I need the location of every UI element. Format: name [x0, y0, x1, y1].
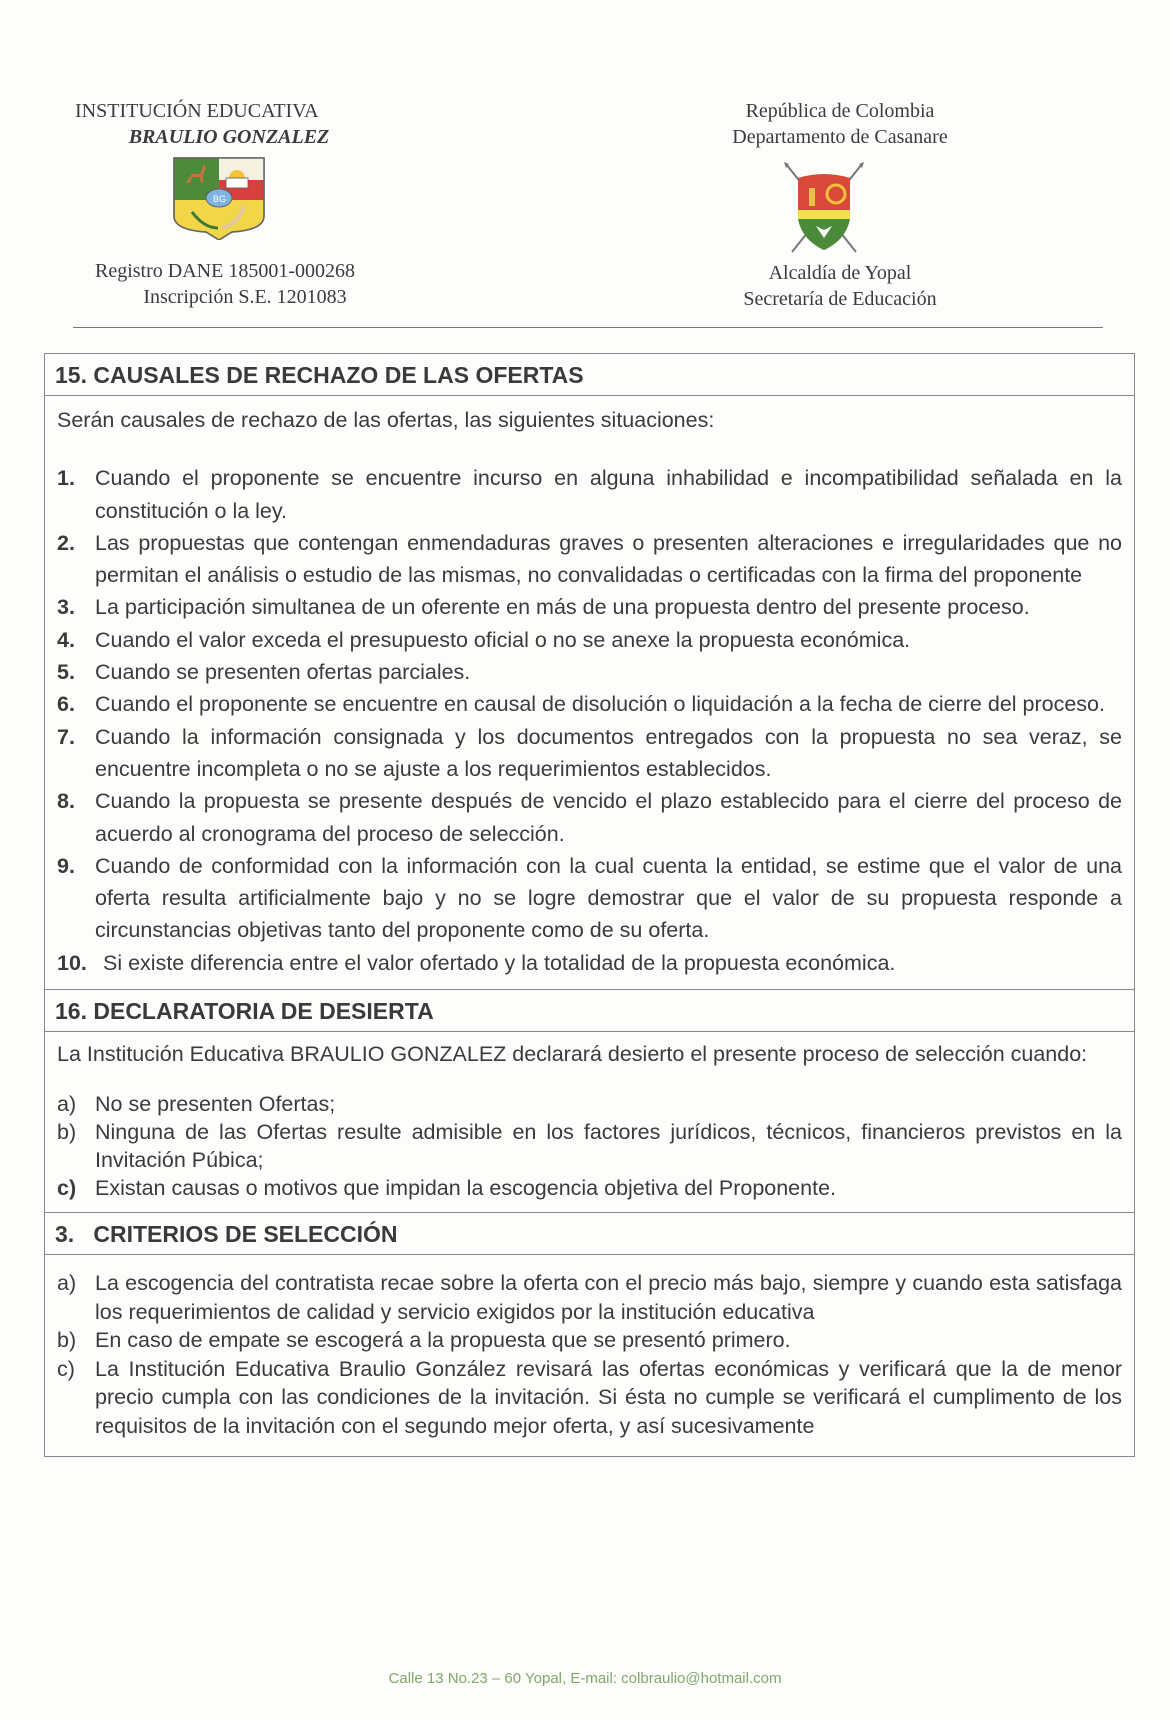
list-item: b) Ninguna de las Ofertas resulte admisible en los factores jurídicos, técnicos, financieros previstos en la Invitación Púbica; — [57, 1120, 1122, 1173]
footer-address: Calle 13 No.23 – 60 Yopal, E-mail: colbraulio@hotmail.com — [388, 1670, 782, 1687]
section-16-intro: La Institución Educativa BRAULIO GONZALEZ declarará desierto el presente proceso de selección cuando: — [57, 1042, 1088, 1067]
section-15-intro: Serán causales de rechazo de las ofertas, las siguientes situaciones: — [57, 408, 715, 432]
list-item: 7. Cuando la información consignada y los documentos entregados con la propuesta no sea veraz, se encuentre incompleta o no se ajuste a los requerimientos establecidos. — [57, 724, 1122, 781]
section-16-title: 16. DECLARATORIA DE DESIERTA — [45, 989, 1134, 1032]
list-item: 8. Cuando la propuesta se presente después de vencido el plazo establecido para el cierre del proceso de acuerdo al cronograma del proceso de selección. — [57, 789, 1122, 846]
section-3-body — [45, 1255, 1134, 1456]
section-16-body — [45, 1032, 1134, 1212]
section-15-body — [45, 396, 1134, 989]
list-item: b) En caso de empate se escogerá a la propuesta que se presentó primero. — [57, 1328, 791, 1353]
list-item: a) No se presenten Ofertas; — [57, 1092, 336, 1117]
section-15-title: 15. CAUSALES DE RECHAZO DE LAS OFERTAS — [45, 354, 1134, 396]
institution-shield-icon — [172, 156, 266, 240]
education-secretariat: Secretaría de Educación — [743, 288, 937, 310]
section-3-title: 3. CRITERIOS DE SELECCIÓN — [45, 1212, 1134, 1255]
list-item: a) La escogencia del contratista recae sobre la oferta con el precio más bajo, siempre y cuando esta satisfaga los requerimientos de calidad y servicio exigidos por la institución educativa — [57, 1271, 1122, 1324]
department-name: Departamento de Casanare — [732, 126, 948, 148]
list-item: 1. Cuando el proponente se encuentre incurso en alguna inhabilidad e incompatibilidad señalada en la constitución o la ley. — [57, 466, 1122, 523]
country-name: República de Colombia — [745, 100, 935, 122]
list-item: c) La Institución Educativa Braulio González revisará las ofertas económicas y verificará que la de menor precio cumpla con las condiciones de la invitación. Si ésta no cumple se verificará el cumplimento de los requisitos de la invitación con el segundo mejor oferta, y así sucesivamente — [57, 1356, 1122, 1438]
institution-type: INSTITUCIÓN EDUCATIVA — [75, 100, 319, 122]
yopal-coat-of-arms-icon — [776, 160, 872, 256]
dane-registration: Registro DANE 185001-000268 — [95, 260, 355, 282]
se-inscription: Inscripción S.E. 1201083 — [143, 286, 347, 308]
list-item: 3. La participación simultanea de un oferente en más de una propuesta dentro del presente proceso. — [57, 595, 1030, 620]
list-item: 6. Cuando el proponente se encuentre en causal de disolución o liquidación a la fecha de cierre del proceso. — [57, 692, 1105, 717]
list-item: 9. Cuando de conformidad con la información con la cual cuenta la entidad, se estime que el valor de una oferta resulta artificialmente bajo y no se logre demostrar que el valor de su propuesta responde a circunstancias objetivas tanto del proponente como de su oferta. — [57, 853, 1122, 943]
institution-name: BRAULIO GONZALEZ — [128, 126, 330, 148]
svg-text:BG: BG — [213, 194, 227, 204]
list-item: 4. Cuando el valor exceda el presupuesto oficial o no se anexe la propuesta económica. — [57, 627, 911, 652]
list-item: 5. Cuando se presenten ofertas parciales. — [57, 660, 471, 685]
municipality-name: Alcaldía de Yopal — [768, 262, 912, 284]
list-item: c) Existan causas o motivos que impidan la escogencia objetiva del Proponente. — [57, 1176, 837, 1201]
document-table — [44, 353, 1135, 1457]
list-item: 2. Las propuestas que contengan enmendaduras graves o presenten alteraciones e irregularidades que no permitan el análisis o estudio de las mismas, no convalidadas o certificadas con la firma del proponente — [57, 530, 1122, 588]
header-divider — [73, 327, 1103, 328]
list-item: 10. Si existe diferencia entre el valor ofertado y la totalidad de la propuesta económica. — [57, 950, 896, 975]
